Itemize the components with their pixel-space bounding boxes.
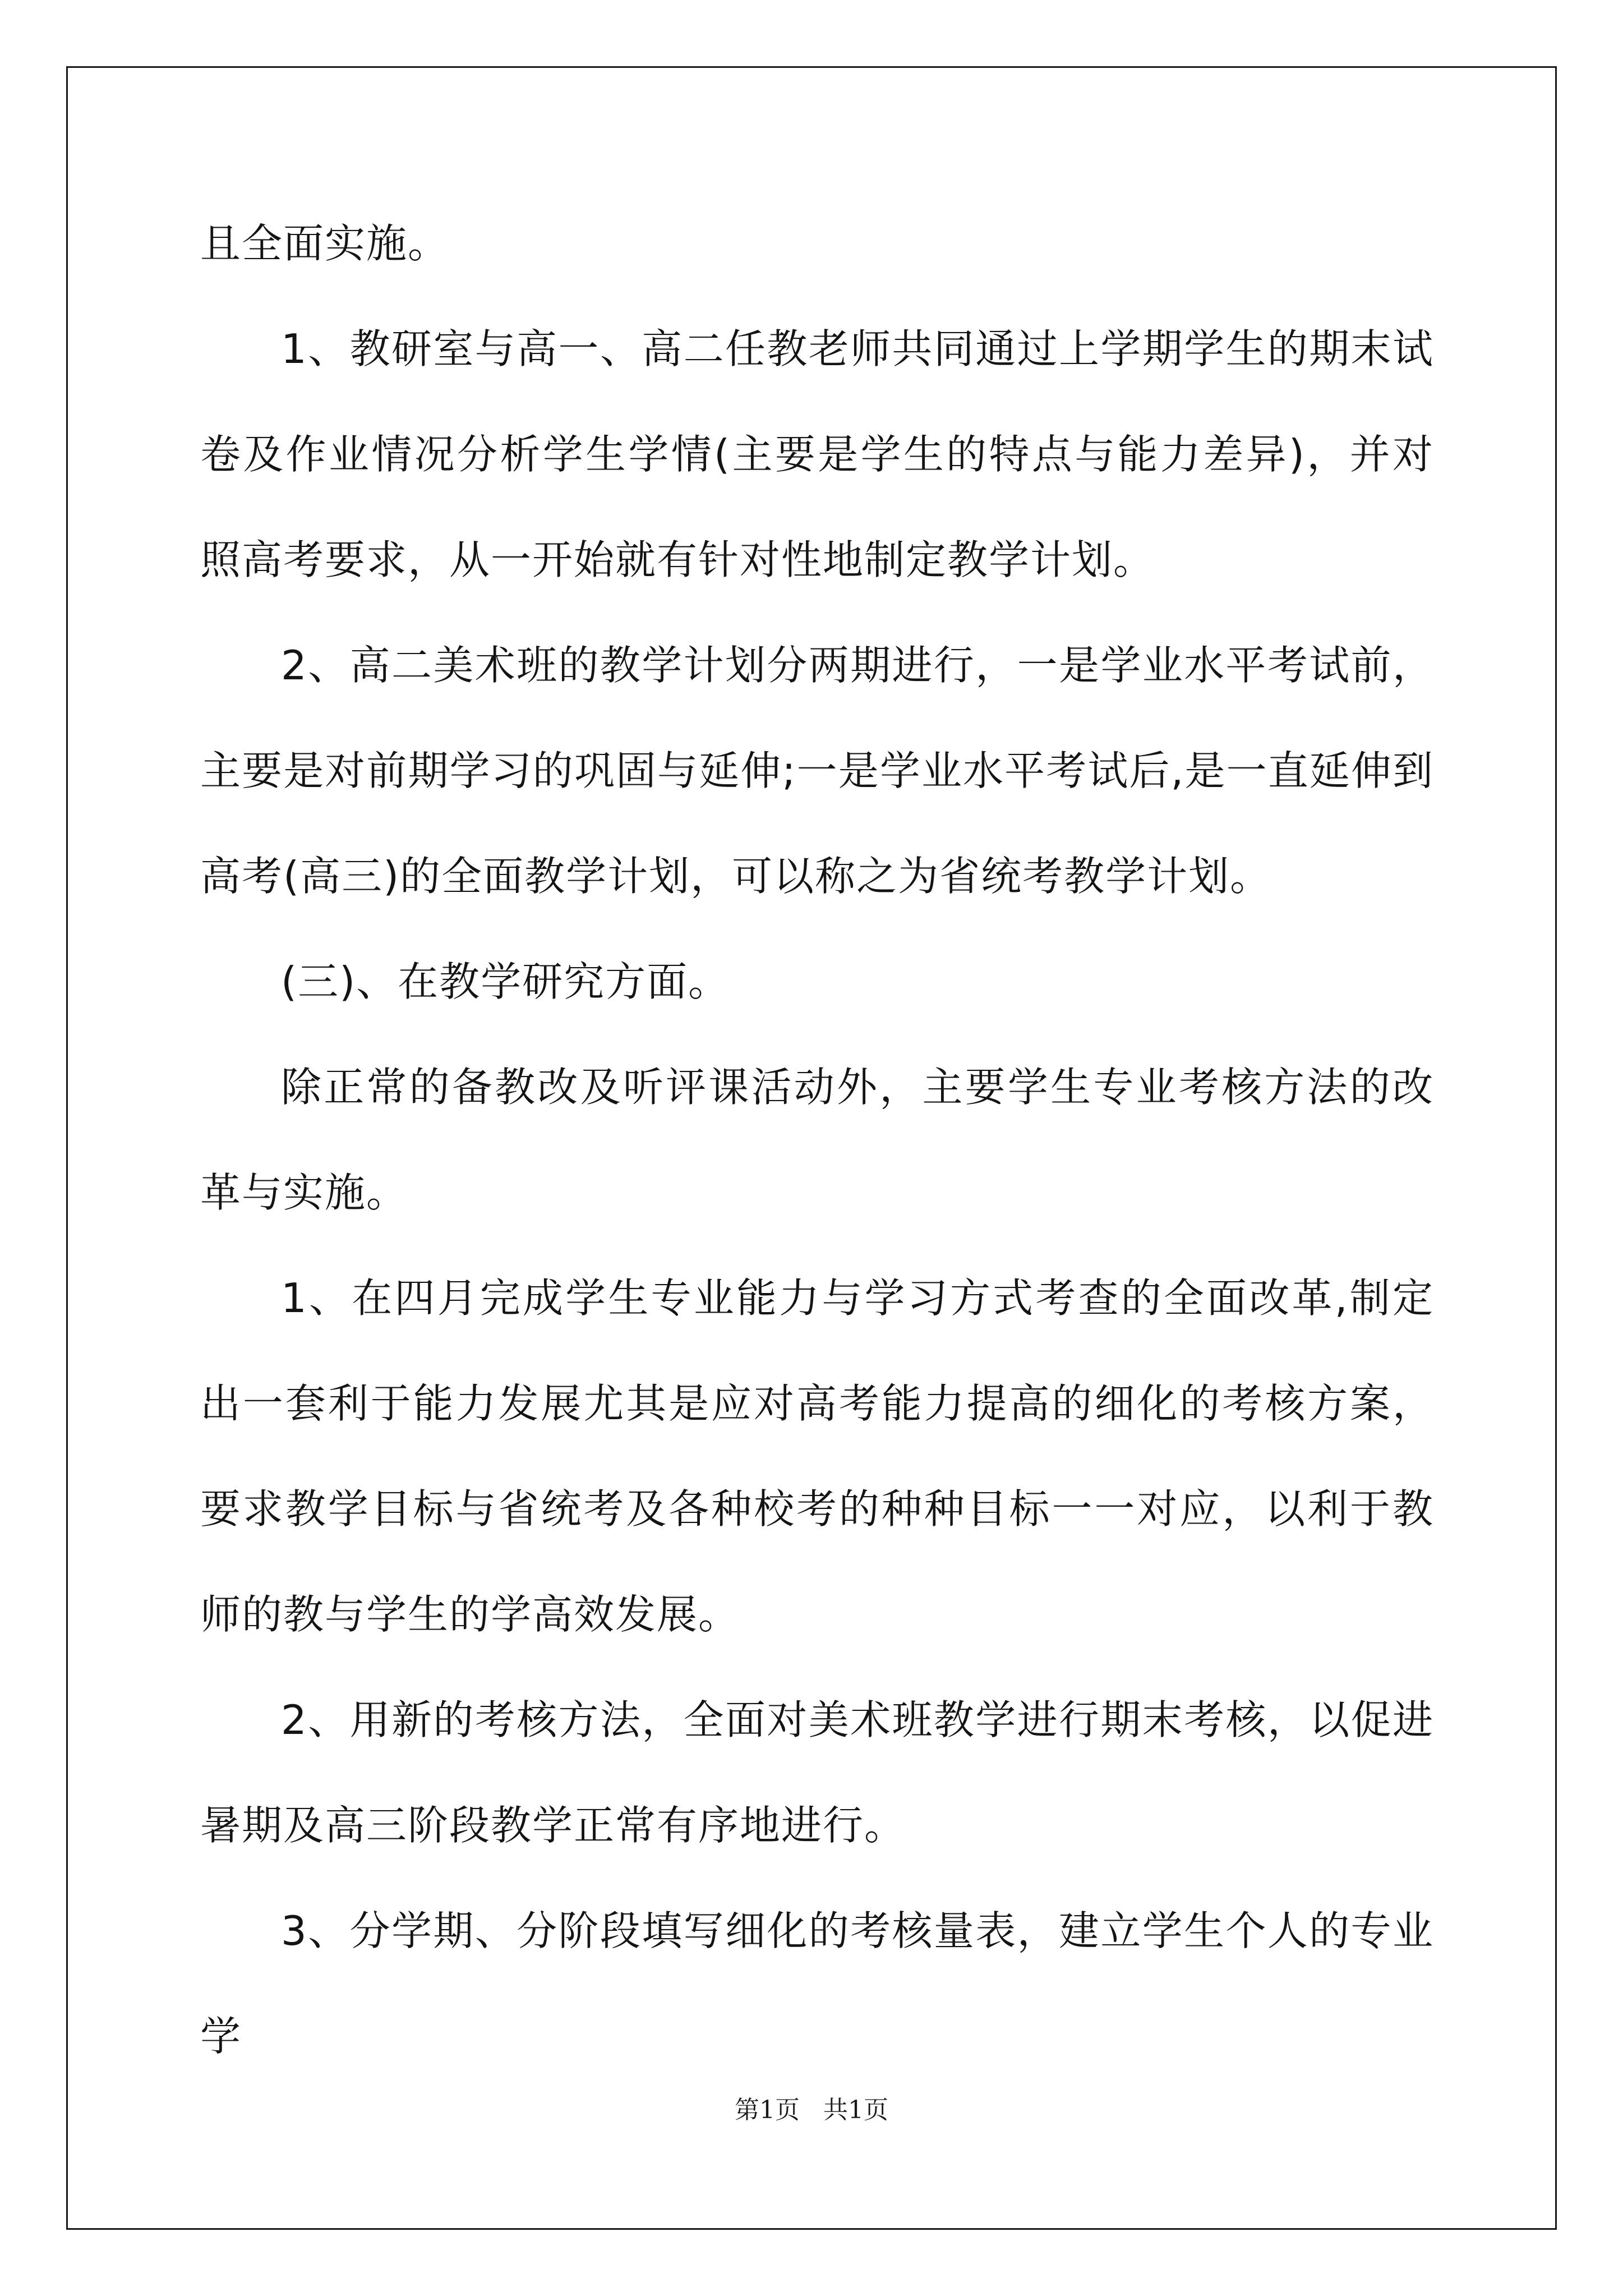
document-body bbox=[200, 191, 1434, 2089]
paragraph: 1、教研室与高一、高二任教老师共同通过上学期学生的期末试卷及作业情况分析学生学情(主要是学生的特点与能力差异)，并对照高考要求，从一开始就有针对性地制定教学计划。 bbox=[200, 325, 1434, 583]
paragraph: 2、用新的考核方法，全面对美术班教学进行期末考核，以促进暑期及高三阶段教学正常有序地进行。 bbox=[200, 1696, 1434, 1849]
paragraph: 2、高二美术班的教学计划分两期进行，一是学业水平考试前，主要是对前期学习的巩固与延伸;一是学业水平考试后,是一直延伸到高考(高三)的全面教学计划，可以称之为省统考教学计划。 bbox=[200, 642, 1434, 900]
paragraph: 1、在四月完成学生专业能力与学习方式考查的全面改革,制定出一套利于能力发展尤其是应对高考能力提高的细化的考核方案，要求教学目标与省统考及各种校考的种种目标一一对应，以利于教师的教与学生的学高效发展。 bbox=[200, 1274, 1434, 1638]
paragraph: 3、分学期、分阶段填写细化的考核量表，建立学生个人的专业学 bbox=[200, 1907, 1434, 2060]
paragraph: 且全面实施。 bbox=[200, 220, 450, 267]
page-number-footer: 第1页 共1页 bbox=[735, 2096, 888, 2124]
paragraph: 除正常的备教改及听评课活动外，主要学生专业考核方法的改革与实施。 bbox=[200, 1064, 1434, 1216]
paragraph: (三)、在教学研究方面。 bbox=[281, 958, 730, 1005]
